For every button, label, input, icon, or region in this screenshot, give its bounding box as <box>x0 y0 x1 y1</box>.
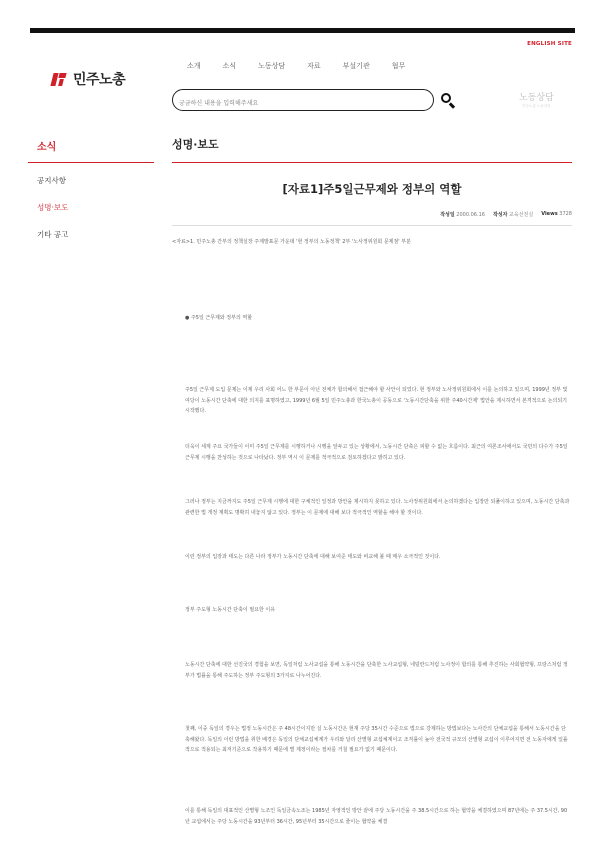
nav-item-news[interactable]: 소식 <box>222 62 237 70</box>
counsel-link[interactable] <box>519 90 554 109</box>
meta-divider <box>172 225 572 226</box>
article-subheading: 정부 주도형 노동시간 단축이 필요한 이유 <box>185 607 276 613</box>
logo-text: 민주노총 <box>73 72 126 88</box>
counsel-label: 노동상담 <box>519 93 554 103</box>
logo-mark-icon <box>50 72 69 87</box>
sidebar-title: 소식 <box>37 142 57 153</box>
meta-date-label: 작성일 <box>440 212 455 218</box>
article-meta <box>440 211 572 218</box>
search-input[interactable] <box>179 94 419 113</box>
main-nav <box>187 61 427 71</box>
sidebar-menu <box>37 175 68 256</box>
counsel-sublabel: 민주노총 노동상담 <box>522 104 551 108</box>
article-intro: <자료>1. 민주노총 간부의 정책실장 주제발표문 가운데 '현 정부의 노동정책' 2부 '노사정위원회 문제점' 부분 <box>172 239 411 245</box>
article-paragraph: 첫째, 이중 독일의 경우는 법정 노동시간은 주 48시간이지만 실 노동시간은 현재 주당 35시간 수준으로 법으로 강제하는 방법보다는 노사간의 단체교섭을 통해서 노동시간을 단축해왔다. 독일의 이런 방법을 취한 배경은 독일의 단체교섭체계가 우리와 달리 산별형 교섭체계이고 조직률이 높아 전국적 규모의 산별형 교섭이 이루어지면 전 노동자에게 일률적으로 적용되는 최저기준으로 작용하기 때문에 별 제정이라는 절차를 거칠 필요가 없기 때문이다. <box>185 726 568 753</box>
content-divider <box>172 162 572 163</box>
logo[interactable] <box>50 69 125 89</box>
nav-item-resources[interactable]: 자료 <box>307 62 321 70</box>
meta-author: 교육선전실 <box>509 212 534 218</box>
meta-views: 3728 <box>559 211 572 217</box>
article-paragraph: 이를 통해 독일의 대표적인 산별형 노조인 독일금속노조는 1985년 자영적인 방안 끝에 주당 노동시간을 주 38.5시간으로 하는 협약을 체결하였으며 87년에는 주 37.5시간, 90년 교섭에서는 주당 노동시간을 93년부터 36시간, 95년부터 35시간으로 줄이는 협약을 체결 <box>185 808 568 825</box>
sidebar-item-statements[interactable]: 성명·보도 <box>37 203 69 212</box>
search-box <box>172 89 434 111</box>
nav-item-counsel[interactable]: 노동상담 <box>258 62 286 70</box>
nav-item-about[interactable]: 소개 <box>187 62 201 70</box>
article-paragraph: 이런 정부의 입장과 태도는 다른 나라 정부가 노동시간 단축에 대해 보여준 태도와 비교해 볼 때 매우 소극적인 것이다. <box>185 554 441 560</box>
top-bar <box>30 28 575 33</box>
nav-item-work[interactable]: 협무 <box>391 62 406 70</box>
article-title: [자료1]주5일근무제와 정부의 역할 <box>282 182 462 196</box>
article-paragraph: 주5일 근무제 도입 문제는 이제 우리 사회 어느 한 부문이 아닌 전체가 합의해서 접근해야 할 사안이 되었다. 현 정부와 노사정위원회에서 이를 논의하고 있으며, 1999년 정부 및 여당이 노동시간 단축에 대한 의지를 표명하였고, 1999년 6월 5일 민주노총과 한국노총이 공동으로 '노동시간단축을 위한 주40시간제' 법안을 제시하면서 본격적으로 논의되기 시작했다. <box>185 387 568 414</box>
nav-item-institutes[interactable]: 부설기관 <box>342 62 370 70</box>
article-paragraph: 노동시간 단축에 대한 선진국의 경험을 보면, 독일처럼 노사교섭을 통해 노동시간을 단축한 노사교섭형, 네덜란드처럼 노사정이 합의를 통해 추진하는 사회협약형, 프랑스처럼 정부가 법률을 통해 주도하는 정부 주도형의 3가지로 나누어진다. <box>185 662 568 679</box>
meta-date: 2000.06.16 <box>456 212 485 218</box>
meta-author-label: 작성자 <box>492 212 508 218</box>
article-paragraph: 그러나 정부는 지금까지도 주5일 근무제 시행에 대한 구체적인 일정과 방안을 제시하지 못하고 있다. 노사정위원회에서 논의하겠다는 입장만 되풀이하고 있으며, 노동시간 단축과 관련한 법 개정 계획도 명확히 내놓지 않고 있다. 정부는 이 문제에 대해 보다 적극적인 역할을 해야 할 것이다. <box>185 499 570 516</box>
english-site-link[interactable]: ENGLISH SITE <box>527 41 572 47</box>
sidebar-item-notices[interactable]: 공지사항 <box>37 176 66 185</box>
search-icon[interactable] <box>440 92 456 108</box>
page-title: 성명·보도 <box>172 138 219 151</box>
sidebar-divider <box>28 162 154 163</box>
meta-views-label: Views <box>541 211 558 217</box>
article-bullet: ● 주5일 근무제와 정부의 역할 <box>185 315 253 321</box>
article-paragraph: 더욱이 세계 주요 국가들이 이미 주5일 근무제를 시행하거나 시행을 앞두고 있는 상황에서, 노동시간 단축은 피할 수 없는 흐름이다. 최근의 여론조사에서도 국민의 다수가 주5일 근무제 시행을 찬성하는 것으로 나타났다. 정부 역시 이 문제를 적극적으로 검토하겠다고 밝히고 있다. <box>185 444 568 461</box>
sidebar-item-other-notices[interactable]: 기타 공고 <box>37 230 69 239</box>
